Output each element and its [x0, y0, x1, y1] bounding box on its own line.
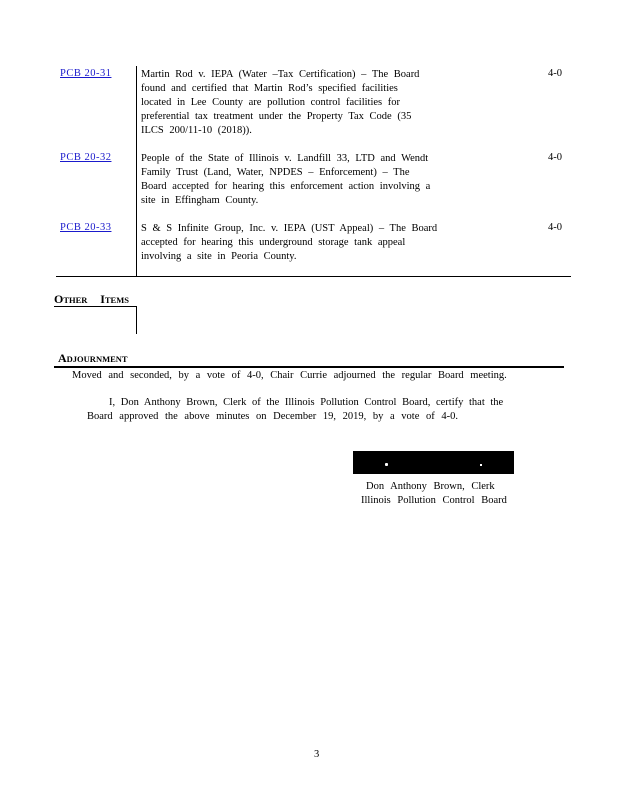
case-link-pcb-20-32[interactable]: PCB 20-32 [60, 152, 112, 163]
adjournment-rule [54, 366, 564, 368]
adjournment-text: Moved and seconded, by a vote of 4-0, Chair Currie adjourned the regular Board meeting. [72, 370, 507, 381]
signature-mark [480, 464, 482, 466]
case-description-pcb-20-31 [141, 68, 451, 138]
adjournment-heading: ADJOURNMENT [58, 351, 128, 365]
case-line: located in Lee County are pollution control facilities for [141, 97, 401, 108]
signature-image [353, 451, 514, 474]
case-line: People of the State of Illinois v. Landfill 33, LTD and Wendt [141, 153, 429, 164]
case-link-pcb-20-33[interactable]: PCB 20-33 [60, 222, 112, 233]
other-items-divider [136, 306, 137, 334]
table-bottom-rule [56, 276, 571, 277]
case-vote: 4-0 [548, 222, 562, 233]
signature-org: Illinois Pollution Control Board [361, 495, 507, 506]
case-line: Martin Rod v. IEPA (Water –Tax Certification) – The Board [141, 69, 420, 80]
case-description-pcb-20-32 [141, 152, 451, 208]
case-description-pcb-20-33 [141, 222, 451, 264]
case-link-pcb-20-31[interactable]: PCB 20-31 [60, 68, 112, 79]
case-vote: 4-0 [548, 68, 562, 79]
case-line: site in Effingham County. [141, 195, 259, 206]
certification-line-1: I, Don Anthony Brown, Clerk of the Illinois Pollution Control Board, certify that the [109, 397, 504, 408]
page-number: 3 [314, 749, 320, 760]
certification-line-2: Board approved the above minutes on December 19, 2019, by a vote of 4-0. [87, 411, 458, 422]
case-line: preferential tax treatment under the Property Tax Code (35 [141, 111, 412, 122]
case-line: ILCS 200/11-10 (2018)). [141, 125, 252, 136]
case-line: accepted for hearing this underground storage tank appeal [141, 237, 406, 248]
case-line: involving a site in Peoria County. [141, 251, 297, 262]
case-line: S & S Infinite Group, Inc. v. IEPA (UST Appeal) – The Board [141, 223, 438, 234]
signature-mark [385, 463, 388, 466]
signature-name: Don Anthony Brown, Clerk [366, 481, 495, 492]
table-column-divider [136, 66, 137, 276]
case-line: found and certified that Martin Rod’s specified facilities [141, 83, 398, 94]
case-line: Board accepted for hearing this enforcement action involving a [141, 181, 431, 192]
case-line: Family Trust (Land, Water, NPDES – Enforcement) – The [141, 167, 410, 178]
other-items-rule [54, 306, 136, 307]
case-vote: 4-0 [548, 152, 562, 163]
other-items-heading: OTHER ITEMS [54, 292, 129, 306]
